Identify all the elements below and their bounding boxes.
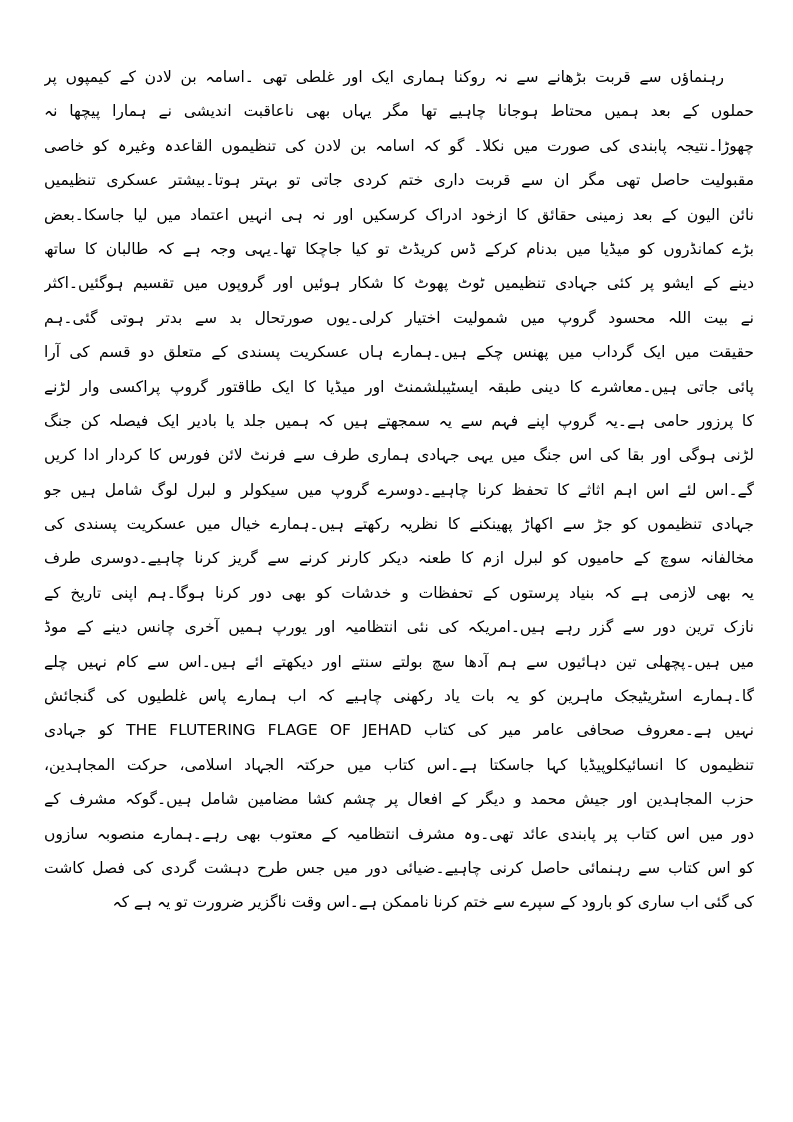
text-line-3: چھوڑا۔نتیجہ پابندی کی صورت میں نکلا۔ گو کہ اسامہ بن لادن کی تنظیموں القاعدہ وغیرہ کو خاصی	[44, 136, 754, 155]
text-line-7: دینے کے ایشو پر کئی جہادی تنظیمیں ٹوٹ پھوٹ کا شکار ہوئیں اور گروپوں میں تقسیم ہوگئیں۔اکثر	[44, 274, 754, 293]
text-line-1: رہنماؤں سے قربت بڑھانے سے نہ روکنا ہماری ایک اور غلطی تھی ۔اسامہ بن لادن کے کیمپوں پر	[44, 68, 724, 86]
text-line-2: حملوں کے بعد ہمیں محتاط ہوجانا چاہیے تھا مگر یہاں بھی ناعاقبت اندیشی نے ہمارا پیچھا نہ	[44, 102, 754, 121]
text-line-17: نازک ترین دور سے گزر رہے ہیں۔امریکہ کی نئی انتظامیہ اور یورپ ہمیں آخری چانس دینے کے موڈ	[44, 618, 754, 637]
text-line-24: کو اس کتاب سے رہنمائی حاصل کرنی چاہیے۔ضیائی دور میں جس طرح دہشت گردی کی فصل کاشت	[44, 858, 754, 877]
article-body	[44, 60, 754, 920]
text-line-4: مقبولیت حاصل تھی مگر ان سے قربت داری ختم کردی جاتی تو بہتر ہوتا۔بیشتر عسکری تنظیمیں	[44, 171, 754, 190]
text-line-13: گے۔اس لئے اس اہم اثاثے کا تحفظ کرنا چاہیے۔دوسرے گروپ میں سیکولر و لبرل لوگ شامل ہیں جو	[44, 480, 754, 499]
text-line-19: گا۔ہمارے اسٹریٹیجک ماہرین کو یہ بات یاد رکھنی چاہیے کہ اب ہمارے پاس غلطیوں کی گنجائش	[44, 687, 754, 706]
text-line-23: دور میں اس کتاب پر پابندی عائد تھی۔وہ مشرف انتظامیہ کے معتوب بھی رہے۔ہمارے منصوبہ سازوں	[44, 824, 754, 843]
text-line-20: نہیں ہے۔معروف صحافی عامر میر کی کتاب THE FLUTERING FLAGE OF JEHAD کو جہادی	[44, 721, 754, 740]
text-line-6: بڑے کمانڈروں کو میڈیا میں بدنام کرکے ڈس کریڈٹ تو کیا جاچکا تھا۔یہی وجہ ہے کہ طالبان کا ساتھ	[44, 239, 754, 258]
text-line-22: حزب المجاہدین اور جیش محمد و دیگر کے افعال پر چشم کشا مضامین شامل ہیں۔گوکہ مشرف کے	[44, 790, 754, 809]
text-line-9: حقیقت میں ایک گرداب میں پھنس چکے ہیں۔ہمارے ہاں عسکریت پسندی کے متعلق دو قسم کی آرا	[44, 343, 754, 362]
text-line-16: یہ بھی لازمی ہے کہ بنیاد پرستوں کے تحفظات و خدشات کو بھی دور کرنا ہوگا۔ہم اپنی تاریخ کے	[44, 583, 754, 602]
text-line-14: جہادی تنظیموں کو جڑ سے اکھاڑ پھینکنے کا نظریہ رکھتے ہیں۔ہمارے خیال میں عسکریت پسندی کی	[44, 515, 754, 534]
text-line-25: کی گئی اب ساری کو بارود کے سپرے سے ختم کرنا ناممکن ہے۔اس وقت ناگزیر ضرورت تو یہ ہے کہ	[112, 893, 754, 912]
text-line-11: کا پرزور حامی ہے۔یہ گروپ اپنے فہم سے یہ سمجھتے ہیں کہ ہمیں جلد یا بادیر ایک فیصلہ کن جنگ	[44, 411, 754, 430]
text-line-18: میں ہیں۔پچھلی تین دہائیوں سے ہم آدھا سچ بولتے سنتے اور دیکھتے ائے ہیں۔اس سے کام نہیں چلے	[44, 652, 754, 671]
text-line-8: نے بیت اللہ محسود گروپ میں شمولیت اختیار کرلی۔یوں صورتحال بد سے بدتر ہوتی گئی۔ہم	[44, 308, 754, 327]
text-line-12: لڑنی ہوگی اور بقا کی اس جنگ میں یہی جہادی ہماری طرف سے فرنٹ لائن فورس کا کردار ادا کریں	[44, 446, 754, 465]
text-line-15: مخالفانہ سوچ کے حامیوں کو لبرل ازم کا طعنہ دیکر کارنر کرنے سے گریز کرنا چاہیے۔دوسری طرف	[44, 549, 754, 568]
text-line-10: پائی جاتی ہیں۔معاشرے کا دینی طبقہ ایسٹیبلشمنٹ اور میڈیا کا ایک طاقتور گروپ پراکسی وار لڑنے	[44, 377, 754, 396]
text-line-21: تنظیموں کا انسائیکلوپیڈیا کہا جاسکتا ہے۔اس کتاب میں حرکتہ الجہاد اسلامی، حرکت المجاہدین،	[44, 755, 754, 774]
text-line-5: نائن الیون کے بعد زمینی حقائق کا ازخود ادراک کرسکیں اور نہ ہی انہیں اعتماد میں لیا جاسکا۔بعض	[44, 205, 754, 224]
